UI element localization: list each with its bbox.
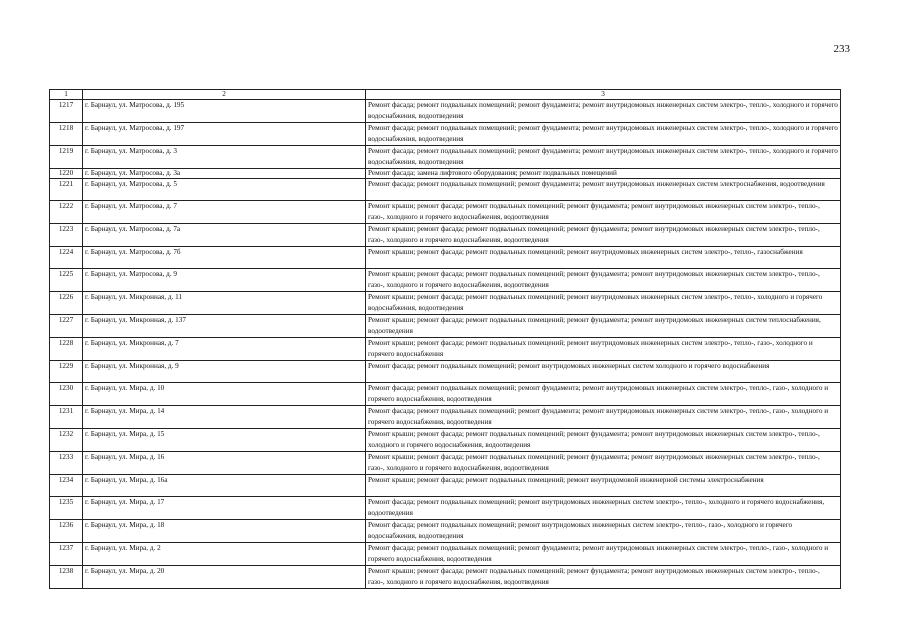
table-row xyxy=(50,100,841,123)
works-cell: Ремонт крыши; ремонт фасада; ремонт подвальных помещений; ремонт фундамента; ремонт внутридомовых инженерных систем электро-, тепло-, газо-, холодного и горячего водоснабжения, водоотведения xyxy=(366,224,841,247)
address-cell: г. Барнаул, ул. Матросова, д. 3 xyxy=(83,146,366,169)
row-number: 1224 xyxy=(50,247,83,269)
works-cell: Ремонт фасада; ремонт подвальных помещений; ремонт фундамента; ремонт внутридомовых инженерных систем электро-, тепло-, холодного и горячего водоснабжения, водоотведения xyxy=(366,146,841,169)
address-cell: г. Барнаул, ул. Микронная, д. 7 xyxy=(83,338,366,361)
table-row xyxy=(50,224,841,247)
row-number: 1228 xyxy=(50,338,83,361)
table-row xyxy=(50,429,841,452)
table-row xyxy=(50,566,841,589)
table-row xyxy=(50,338,841,361)
works-cell: Ремонт крыши; ремонт фасада; ремонт подвальных помещений; ремонт фундамента; ремонт внутридомовых инженерных систем электро-, тепло-, холодного и горячего водоснабжения, водоотведения xyxy=(366,429,841,452)
row-number: 1223 xyxy=(50,224,83,247)
table-row xyxy=(50,497,841,520)
works-cell: Ремонт фасада; ремонт подвальных помещений; ремонт внутридомовых инженерных систем электро-, тепло-, холодного и горячего водоснабжения, водоотведения xyxy=(366,497,841,520)
address-cell: г. Барнаул, ул. Матросова, д. 195 xyxy=(83,100,366,123)
table-row xyxy=(50,383,841,406)
address-cell: г. Барнаул, ул. Мира, д. 15 xyxy=(83,429,366,452)
table-row xyxy=(50,123,841,146)
table-row xyxy=(50,406,841,429)
row-number: 1221 xyxy=(50,179,83,201)
works-cell: Ремонт крыши; ремонт фасада; ремонт подвальных помещений; ремонт внутридомовых инженерных систем электро-, тепло-, газо-, холодного и горячего водоснабжения xyxy=(366,338,841,361)
row-number: 1230 xyxy=(50,383,83,406)
table-row xyxy=(50,543,841,566)
works-cell: Ремонт фасада; ремонт подвальных помещений; ремонт внутридомовых инженерных систем холодного и горячего водоснабжения xyxy=(366,361,841,383)
address-cell: г. Барнаул, ул. Мира, д. 2 xyxy=(83,543,366,566)
works-cell: Ремонт фасада; ремонт подвальных помещений; ремонт внутридомовых инженерных систем электро-, тепло-, газо-, холодного и горячего водоснабжения, водоотведения xyxy=(366,520,841,543)
address-cell: г. Барнаул, ул. Матросова, д. 9 xyxy=(83,269,366,292)
row-number: 1237 xyxy=(50,543,83,566)
row-number: 1229 xyxy=(50,361,83,383)
repair-works-table xyxy=(49,89,841,589)
address-cell: г. Барнаул, ул. Мира, д. 18 xyxy=(83,520,366,543)
address-cell: г. Барнаул, ул. Матросова, д. 7б xyxy=(83,247,366,269)
address-cell: г. Барнаул, ул. Мира, д. 10 xyxy=(83,383,366,406)
works-cell: Ремонт фасада; ремонт подвальных помещений; ремонт фундамента; ремонт внутридомовых инженерных систем электро-, тепло-, холодного и горячего водоснабжения, водоотведения xyxy=(366,100,841,123)
row-number: 1227 xyxy=(50,315,83,338)
row-number: 1231 xyxy=(50,406,83,429)
column-header-2: 2 xyxy=(83,90,366,100)
works-cell: Ремонт фасада; ремонт подвальных помещений; ремонт фундамента; ремонт внутридомовых инженерных систем электро-, тепло-, газо-, холодного и горячего водоснабжения, водоотведения xyxy=(366,406,841,429)
works-cell: Ремонт крыши; ремонт фасада; ремонт подвальных помещений; ремонт фундамента; ремонт внутридомовых инженерных систем электро-, тепло-, газо-, холодного и горячего водоснабжения, водоотведения xyxy=(366,566,841,589)
works-cell: Ремонт фасада; ремонт подвальных помещений; ремонт фундамента; ремонт внутридомовых инженерных систем электро-, тепло-, газо-, холодного и горячего водоснабжения, водоотведения xyxy=(366,383,841,406)
table-body xyxy=(50,100,841,589)
row-number: 1232 xyxy=(50,429,83,452)
address-cell: г. Барнаул, ул. Микронная, д. 9 xyxy=(83,361,366,383)
page-number: 233 xyxy=(833,43,850,55)
row-number: 1222 xyxy=(50,201,83,224)
row-number: 1226 xyxy=(50,292,83,315)
works-cell: Ремонт фасада; ремонт подвальных помещений; ремонт фундамента; ремонт внутридомовых инженерных систем электроснабжения, водоотведения xyxy=(366,179,841,201)
row-number: 1220 xyxy=(50,169,83,179)
works-cell: Ремонт крыши; ремонт фасада; ремонт подвальных помещений; ремонт фундамента; ремонт внутридомовых инженерных систем электро-, тепло-, газо-, холодного и горячего водоснабжения, водоотведения xyxy=(366,269,841,292)
works-cell: Ремонт крыши; ремонт фасада; ремонт подвальных помещений; ремонт фундамента; ремонт внутридомовых инженерных систем теплоснабжения, водоотведения xyxy=(366,315,841,338)
address-cell: г. Барнаул, ул. Мира, д. 16 xyxy=(83,452,366,475)
row-number: 1238 xyxy=(50,566,83,589)
works-cell: Ремонт крыши; ремонт фасада; ремонт подвальных помещений; ремонт внутридомовой инженерной системы электроснабжения xyxy=(366,475,841,497)
works-cell: Ремонт крыши; ремонт фасада; ремонт подвальных помещений; ремонт фундамента; ремонт внутридомовых инженерных систем электро-, тепло-, газо-, холодного и горячего водоснабжения, водоотведения xyxy=(366,452,841,475)
works-cell: Ремонт крыши; ремонт фасада; ремонт подвальных помещений; ремонт внутридомовых инженерных систем электро-, тепло-, газоснабжения xyxy=(366,247,841,269)
works-cell: Ремонт фасада; ремонт подвальных помещений; ремонт фундамента; ремонт внутридомовых инженерных систем электро-, тепло-, холодного и горячего водоснабжения, водоотведения xyxy=(366,123,841,146)
column-number-row xyxy=(50,90,841,100)
row-number: 1219 xyxy=(50,146,83,169)
address-cell: г. Барнаул, ул. Мира, д. 16а xyxy=(83,475,366,497)
address-cell: г. Барнаул, ул. Мира, д. 14 xyxy=(83,406,366,429)
table-row xyxy=(50,292,841,315)
address-cell: г. Барнаул, ул. Микронная, д. 137 xyxy=(83,315,366,338)
table-row xyxy=(50,146,841,169)
table-row xyxy=(50,179,841,201)
table-row xyxy=(50,169,841,179)
works-cell: Ремонт крыши; ремонт фасада; ремонт подвальных помещений; ремонт внутридомовых инженерных систем электро-, тепло-, холодного и горячего водоснабжения, водоотведения xyxy=(366,292,841,315)
table-row xyxy=(50,247,841,269)
table-row xyxy=(50,475,841,497)
works-cell: Ремонт крыши; ремонт фасада; ремонт подвальных помещений; ремонт фундамента; ремонт внутридомовых инженерных систем электро-, тепло-, газо-, холодного и горячего водоснабжения, водоотведения xyxy=(366,201,841,224)
column-header-1: 1 xyxy=(50,90,83,100)
works-cell: Ремонт фасада; замена лифтового оборудования; ремонт подвальных помещений xyxy=(366,169,841,179)
row-number: 1233 xyxy=(50,452,83,475)
address-cell: г. Барнаул, ул. Мира, д. 20 xyxy=(83,566,366,589)
address-cell: г. Барнаул, ул. Матросова, д. 3а xyxy=(83,169,366,179)
works-cell: Ремонт фасада; ремонт подвальных помещений; ремонт фундамента; ремонт внутридомовых инженерных систем электро-, тепло-, газо-, холодного и горячего водоснабжения, водоотведения xyxy=(366,543,841,566)
row-number: 1225 xyxy=(50,269,83,292)
row-number: 1218 xyxy=(50,123,83,146)
table-row xyxy=(50,361,841,383)
column-header-3: 3 xyxy=(366,90,841,100)
row-number: 1217 xyxy=(50,100,83,123)
table-row xyxy=(50,452,841,475)
address-cell: г. Барнаул, ул. Матросова, д. 197 xyxy=(83,123,366,146)
table-row xyxy=(50,201,841,224)
address-cell: г. Барнаул, ул. Матросова, д. 5 xyxy=(83,179,366,201)
address-cell: г. Барнаул, ул. Матросова, д. 7а xyxy=(83,224,366,247)
table-row xyxy=(50,269,841,292)
address-cell: г. Барнаул, ул. Микронная, д. 11 xyxy=(83,292,366,315)
row-number: 1236 xyxy=(50,520,83,543)
address-cell: г. Барнаул, ул. Мира, д. 17 xyxy=(83,497,366,520)
table-row xyxy=(50,315,841,338)
row-number: 1235 xyxy=(50,497,83,520)
row-number: 1234 xyxy=(50,475,83,497)
table-row xyxy=(50,520,841,543)
address-cell: г. Барнаул, ул. Матросова, д. 7 xyxy=(83,201,366,224)
